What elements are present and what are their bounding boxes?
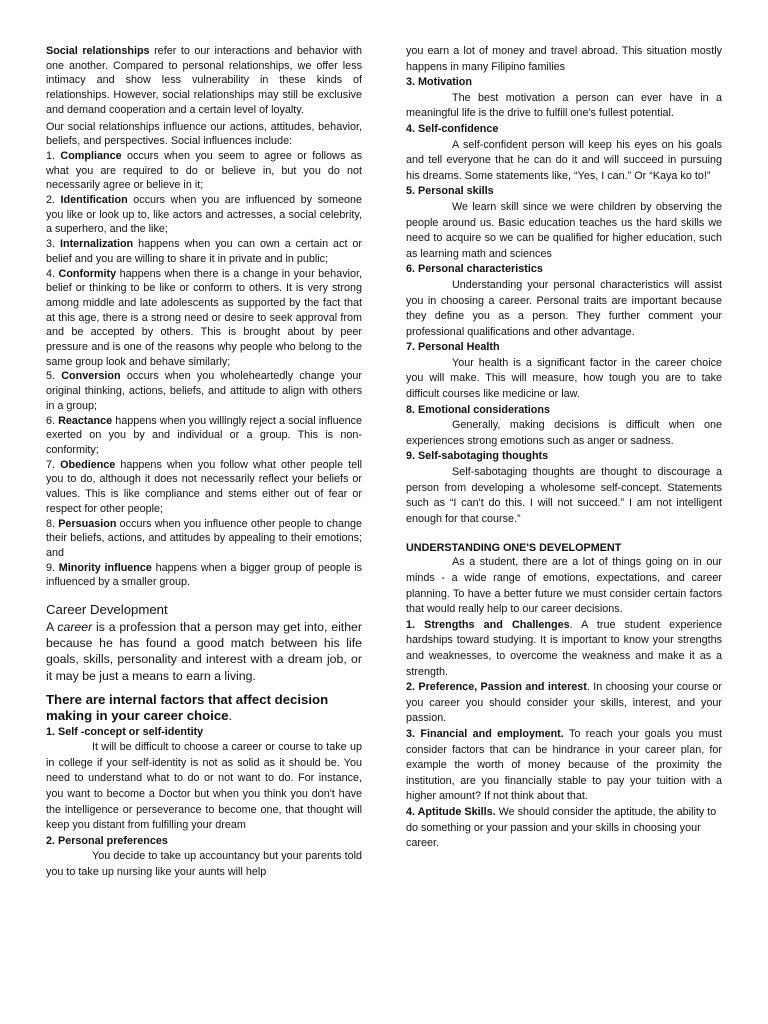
item-number: 2. xyxy=(46,194,61,207)
influence-text: occurs when you wholeheartedly change your original thinking, actions, beliefs, and attitude to align with others in a group; xyxy=(46,370,362,412)
influence-term: Minority influence xyxy=(58,561,152,574)
internal-factors-heading xyxy=(46,692,362,725)
factor-title: 1. Self -concept or self-identity xyxy=(46,725,204,738)
factor-title: 5. Personal skills xyxy=(406,185,494,198)
influence-term: Reactance xyxy=(58,414,113,427)
influence-item xyxy=(46,149,362,193)
factor-text: The best motivation a person can ever have in a meaningful life is the drive to fulfill one's fullest potential. xyxy=(406,91,722,120)
factor-text: We learn skill since we were children by observing the people around us. Basic education teaches us the hard skills we need to acquire so we can be qualified for higher education, such as learning math and sciences xyxy=(406,200,722,260)
influence-item xyxy=(46,414,362,458)
understanding-item xyxy=(406,618,722,680)
factor-text: You decide to take up accountancy but your parents told you to take up nursing like your aunts will help xyxy=(46,850,362,878)
influence-item xyxy=(46,517,362,561)
understanding-item xyxy=(406,727,722,805)
understanding-item-text: We should consider the aptitude, the ability to do something or your passion and your skills in choosing your career. xyxy=(406,805,717,850)
influence-term: Internalization xyxy=(59,238,134,251)
influence-text: happens when a bigger group of people is influenced by a smaller group. xyxy=(46,561,362,589)
understanding-heading: UNDERSTANDING ONE'S DEVELOPMENT xyxy=(406,542,622,555)
item-number: 6. xyxy=(46,414,59,427)
factor-text: A self-confident person will keep his eyes on his goals and tell everyone that he can do it and will succeed in pursuing his dreams. Some statements like, “Yes, I can.” Or “Kaya ko to!” xyxy=(406,138,722,182)
understanding-intro: As a student, there are a lot of things going on in our minds - a wide range of emotions, expectations, and career planning. To have a better future we must consider certain factors that would really help to our career decisions. xyxy=(406,556,722,616)
understanding-section xyxy=(406,555,722,851)
career-definition-text: is a profession that a person may get into, either because he has found a good match between his life goals, skills, personality and interest with a dream job, or it may be just a means to earn a living. xyxy=(46,620,362,683)
influence-item xyxy=(46,237,362,266)
influence-text: occurs when you influence other people to change their beliefs, actions, and attitudes by appealing to their emotions; and xyxy=(46,517,362,559)
influence-text: happens when you follow what other people tell you to do, although it does not necessarily reflect your beliefs or values. This is like compliance and stems either out of fear or respect for other people; xyxy=(46,458,362,515)
continuation-text: you earn a lot of money and travel abroad. This situation mostly happens in many Filipino families xyxy=(406,45,722,73)
understanding-item xyxy=(406,805,722,852)
influence-term: Conversion xyxy=(61,370,121,383)
factor-text: It will be difficult to choose a career or course to take up in college if your self-identity is not as solid as it should be. You need to understand what to do or not want to do. For instance, you want to become a Doctor but when you think you don't have the intelligence or perseverance to become one, that thought will keep you distant from fulfilling your dream xyxy=(46,740,362,832)
heading-period: . xyxy=(228,708,233,724)
factor-text: Self-sabotaging thoughts are thought to discourage a person from developing a wholesome self-concept. Statements such as “I can't do this. I will not succeed.” I am not intelligent enough for that course.” xyxy=(406,466,722,525)
understanding-item-term: 2. Preference, Passion and interest xyxy=(406,681,587,694)
factor-title: 6. Personal characteristics xyxy=(406,263,543,276)
influence-text: occurs when you seem to agree or follows as what you are required to do or believe in, but you do not necessarily agree or believe in it; xyxy=(46,149,362,192)
item-number: 8. xyxy=(46,517,59,530)
influence-text: happens when you willingly reject a social influence exerted on you by and individual or a group. This is non-conformity; xyxy=(46,414,362,456)
internal-factors-heading-text: There are internal factors that affect decision making in your career choice xyxy=(46,691,329,724)
influence-term: Obedience xyxy=(60,458,116,471)
influence-term: Identification xyxy=(60,194,128,207)
career-article: A xyxy=(46,620,58,635)
item-number: 4. xyxy=(46,267,59,280)
factor-title: 9. Self-sabotaging thoughts xyxy=(406,450,549,463)
understanding-item-term: 3. Financial and employment. xyxy=(406,727,564,740)
understanding-item xyxy=(406,680,722,727)
social-relationships-text: refer to our interactions and behavior with one another. Compared to personal relationships, we offer less intimacy and show less vulnerability in these kinds of relationships. However, social relationships may still be exclusive and demand cooperation and a certain level of loyalty. xyxy=(46,45,362,116)
career-definition xyxy=(46,619,362,684)
influence-item xyxy=(46,561,362,590)
spacer xyxy=(406,527,722,541)
understanding-item-text: . A true student experience hardships toward studying. It is important to know your strengths and weaknesses, to overcome the weakness and make it as a strength. xyxy=(406,618,722,678)
left-column xyxy=(46,44,362,880)
influences-list xyxy=(46,149,362,590)
influence-item xyxy=(46,458,362,517)
influence-item xyxy=(46,193,362,237)
influence-text: happens when you can own a certain act or belief and you are willing to share it in private and in public; xyxy=(46,238,362,265)
factor-text: Generally, making decisions is difficult when one experiences strong emotions such as anger or sadness. xyxy=(406,419,722,447)
understanding-item-term: 1. Strengths and Challenges xyxy=(406,618,570,631)
career-word: career xyxy=(57,620,93,635)
factor-title: 4. Self-confidence xyxy=(406,122,499,135)
influence-term: Conformity xyxy=(58,267,117,280)
understanding-item-text: To reach your goals you must consider factors that can be hindrance in your career plan, for example the worth of money because of the proximity the institution, are you financially stable to pay your tuition with a higher amount? If not think about that. xyxy=(406,727,722,803)
influence-text: happens when there is a change in your behavior, belief or thinking to be like or conform to others. It is very strong among middle and late adolescents as supported by the fact that at this age, there is a strong need or desire to seek approval from and be accepted by others. This is brought about by peer pressure and is one of the reasons why people who belong to the same group look and behave similarly; xyxy=(46,267,362,368)
item-number: 1. xyxy=(46,149,61,162)
career-definition-paragraph xyxy=(46,619,362,684)
item-number: 7. xyxy=(46,458,61,471)
influence-term: Persuasion xyxy=(58,517,117,530)
influence-term: Compliance xyxy=(60,149,122,162)
factor-text: Understanding your personal characteristics will assist you in choosing a career. Personal traits are important because they define you as a person. They further comment your professional qualifications and other advantage. xyxy=(406,278,722,338)
social-relationships-term: Social relationships xyxy=(46,45,150,57)
item-number: 9. xyxy=(46,561,59,574)
factor-title: 7. Personal Health xyxy=(406,341,500,354)
factor-title: 8. Emotional considerations xyxy=(406,403,550,416)
item-number: 3. xyxy=(46,238,60,251)
influence-item xyxy=(46,369,362,413)
understanding-item-term: 4. Aptitude Skills. xyxy=(406,805,496,818)
item-number: 5. xyxy=(46,370,62,383)
career-development-heading: Career Development xyxy=(46,602,168,618)
right-column xyxy=(406,44,722,852)
influence-text: occurs when you are influenced by someone you like or look up to, like actors and actresses, a social celebrity, a superhero, and the like; xyxy=(46,194,362,236)
understanding-item-text: . In choosing your course or you career you should consider your skills, interest, and your passion. xyxy=(406,681,722,725)
influence-item xyxy=(46,267,362,370)
internal-factors-list xyxy=(46,725,362,881)
factor-title: 2. Personal preferences xyxy=(46,835,168,848)
social-influence-paragraph: Our social relationships influence our actions, attitudes, behavior, beliefs, and perspectives. Social influences include: xyxy=(46,120,362,148)
factor-title: 3. Motivation xyxy=(406,76,472,89)
factor-text: Your health is a significant factor in the career choice you will make. This will measure, how tough you are to take difficult courses like medicine or law. xyxy=(406,356,722,401)
social-relationships-paragraph xyxy=(46,44,362,118)
